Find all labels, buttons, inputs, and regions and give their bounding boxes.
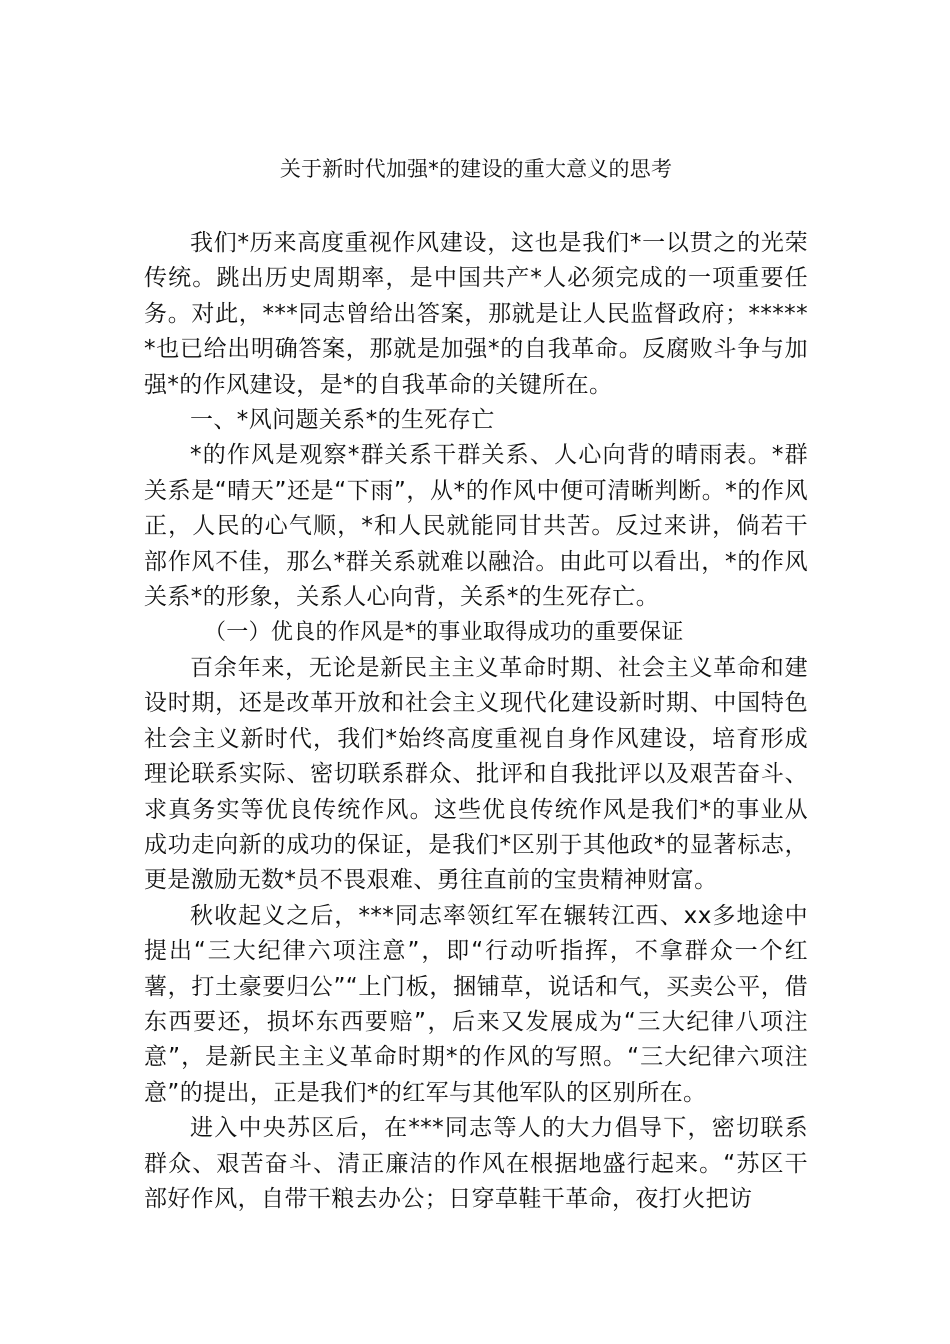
paragraph-century: 百余年来，无论是新民主主义革命时期、社会主义革命和建设时期，还是改革开放和社会主义现代化建设新时期、中国特色社会主义新时代，我们*始终高度重视自身作风建设，培育形成理论联系实际、密切联系群众、批评和自我批评以及艰苦奋斗、求真务实等优良传统作风。这些优良传统作风是我们*的事业从成功走向新的成功的保证，是我们*区别于其他政*的显著标志，更是激励无数*员不畏艰难、勇往直前的宝贵精神财富。 — [144, 654, 808, 894]
paragraph-autumn-harvest: 秋收起义之后，***同志率领红军在辗转江西、xx多地途中提出“三大纪律六项注意”，即“行动听指挥，不拿群众一个红薯，打土豪要归公”“上门板，捆铺草，说话和气，买卖公平，借东西要还，损坏东西要赔”，后来又发展成为“三大纪律八项注意”，是新民主主义革命时期*的作风的写照。“三大纪律六项注意”的提出，正是我们*的红军与其他军队的区别所在。 — [144, 902, 808, 1106]
section-heading-1: 一、*风问题关系*的生死存亡 — [190, 407, 495, 434]
paragraph-central-soviet: 进入中央苏区后，在***同志等人的大力倡导下，密切联系群众、艰苦奋斗、清正廉洁的作风在根据地盛行起来。“苏区干部好作风，自带干粮去办公；日穿草鞋干革命，夜打火把访 — [144, 1115, 808, 1212]
paragraph-intro: 我们*历来高度重视作风建设，这也是我们*一以贯之的光荣传统。跳出历史周期率，是中国共产*人必须完成的一项重要任务。对此，***同志曾给出答案，那就是让人民监督政府；******也已给出明确答案，那就是加强*的自我革命。反腐败斗争与加强*的作风建设，是*的自我革命的关键所在。 — [144, 230, 808, 398]
subsection-heading-1: （一）优良的作风是*的事业取得成功的重要保证 — [204, 620, 684, 646]
document-title: 关于新时代加强*的建设的重大意义的思考 — [279, 157, 673, 181]
paragraph-style-relations: *的作风是观察*群关系干群关系、人心向背的晴雨表。*群关系是“晴天”还是“下雨”，从*的作风中便可清晰判断。*的作风正，人民的心气顺，*和人民就能同甘共苦。反过来讲，倘若干部作风不佳，那么*群关系就难以融洽。由此可以看出，*的作风关系*的形象，关系人心向背，关系*的生死存亡。 — [144, 442, 808, 611]
document-body — [144, 154, 808, 1217]
